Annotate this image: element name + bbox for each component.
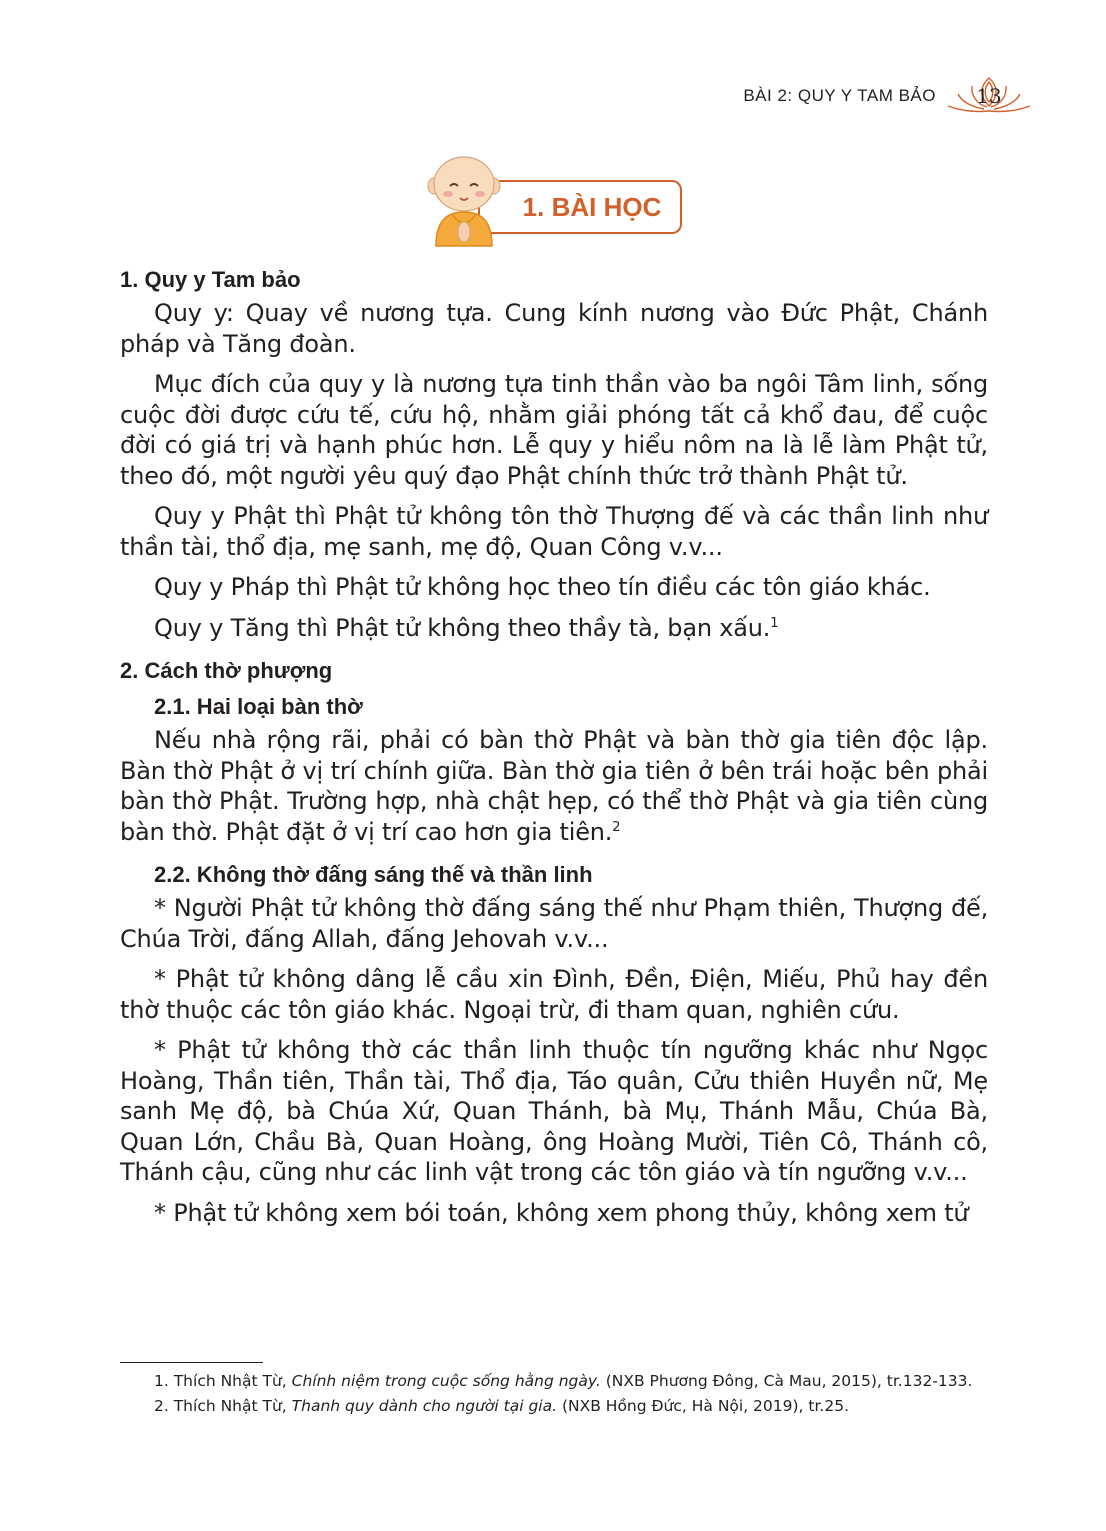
page-number: 13 (976, 84, 1002, 108)
page-number-ornament (944, 76, 1034, 116)
footnote-rule (120, 1362, 263, 1363)
paragraph: * Phật tử không thờ các thần linh thuộc tín ngưỡng khác như Ngọc Hoàng, Thần tiên, Thần tài, Thổ địa, Táo quân, Cửu thiên Huyền nữ, Mẹ sanh Mẹ độ, bà Chúa Xứ, Quan Thánh, bà Mụ, Thánh Mẫu, Chúa Bà, Quan Lớn, Chầu Bà, Quan Hoàng, ông Hoàng Mười, Tiên Cô, Thánh cô, Thánh cậu, cũng như các linh vật trong các tôn giáo và tín ngưỡng v.v... (120, 1036, 988, 1186)
running-header (743, 76, 1034, 116)
subsection-heading: 2.1. Hai loại bàn thờ (154, 694, 363, 719)
footnote (120, 1394, 988, 1419)
paragraph (120, 613, 988, 644)
paragraph: Quy y Pháp thì Phật tử không học theo tín điều các tôn giáo khác. (154, 573, 931, 601)
paragraph (120, 725, 988, 847)
paragraph: Quy y: Quay về nương tựa. Cung kính nương vào Đức Phật, Chánh pháp và Tăng đoàn. (120, 299, 988, 358)
banner-label: 1. BÀI HỌC (522, 192, 662, 222)
paragraph: * Phật tử không xem bói toán, không xem phong thủy, không xem tử (154, 1198, 969, 1227)
section-heading: 2. Cách thờ phượng (120, 658, 333, 683)
paragraph: Quy y Phật thì Phật tử không tôn thờ Thượng đế và các thần linh như thần tài, thổ địa, mẹ sanh, mẹ độ, Quan Công v.v... (120, 502, 988, 561)
paragraph-text: Nếu nhà rộng rãi, phải có bàn thờ Phật và bàn thờ gia tiên độc lập. Bàn thờ Phật ở vị trí chính giữa. Bàn thờ gia tiên ở bên trái hoặc bên phải bàn thờ Phật. Trường hợp, nhà chật hẹp, có thể thờ Phật và gia tiên cùng bàn thờ. Phật đặt ở vị trí cao hơn gia tiên. (120, 726, 988, 846)
main-content (120, 262, 988, 1228)
footnote-text: (NXB Hồng Đức, Hà Nội, 2019), tr.25. (557, 1397, 850, 1415)
footnote-book-title: Thanh quy dành cho người tại gia. (291, 1397, 558, 1415)
subsection-heading: 2.2. Không thờ đấng sáng thế và thần linh (154, 862, 593, 887)
footnote-text: 2. Thích Nhật Từ, (154, 1397, 292, 1415)
paragraph: Mục đích của quy y là nương tựa tinh thần vào ba ngôi Tâm linh, sống cuộc đời được cứu tế, cứu hộ, nhằm giải phóng tất cả khổ đau, để cuộc đời có giá trị và hạnh phúc hơn. Lễ quy y hiểu nôm na là lễ làm Phật tử, theo đó, một người yêu quý đạo Phật chính thức trở thành Phật tử. (120, 370, 988, 490)
child-monk-icon (422, 154, 512, 250)
lesson-banner (422, 154, 684, 250)
paragraph-text: Quy y Tăng thì Phật tử không theo thầy tà, bạn xấu. (154, 613, 771, 642)
footnote (120, 1369, 988, 1394)
footnote-text: (NXB Phương Đông, Cà Mau, 2015), tr.132-133. (600, 1372, 973, 1390)
chapter-title: BÀI 2: QUY Y TAM BẢO (743, 86, 936, 105)
paragraph: * Người Phật tử không thờ đấng sáng thế như Phạm thiên, Thượng đế, Chúa Trời, đấng Allah, đấng Jehovah v.v... (120, 894, 988, 953)
footnote-book-title: Chính niệm trong cuộc sống hằng ngày. (291, 1372, 601, 1390)
footnote-text: 1. Thích Nhật Từ, (154, 1372, 292, 1390)
section-heading: 1. Quy y Tam bảo (120, 267, 301, 292)
paragraph: * Phật tử không dâng lễ cầu xin Đình, Đền, Điện, Miếu, Phủ hay đền thờ thuộc các tôn giáo khác. Ngoại trừ, đi tham quan, nghiên cứu. (120, 965, 988, 1024)
footnote-ref: 2 (612, 819, 621, 835)
footnote-ref: 1 (770, 615, 779, 631)
footnotes (120, 1369, 988, 1419)
